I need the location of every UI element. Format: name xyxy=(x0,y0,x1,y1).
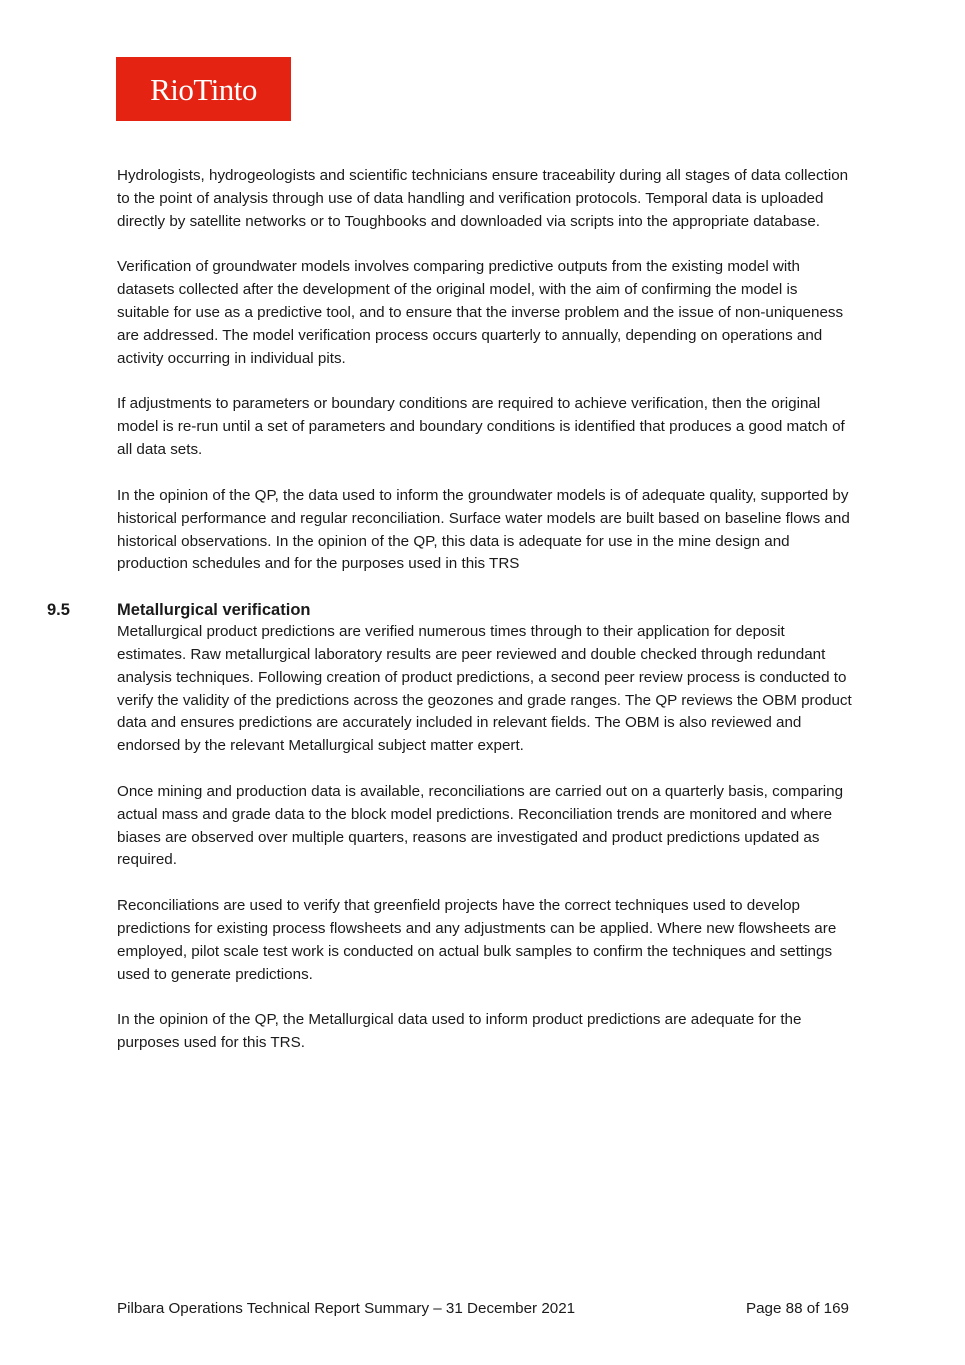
section-metallurgical-verification xyxy=(47,599,852,1055)
footer-document-title: Pilbara Operations Technical Report Summary – 31 December 2021 xyxy=(117,1300,576,1317)
section-title: Metallurgical verification xyxy=(117,601,311,620)
paragraph-greenfield-reconciliations: Reconciliations are used to verify that greenfield projects have the correct techniques used to develop predictions for existing process flowsheets and any adjustments can be applied. Where new flowsheets are employed, pilot scale test work is conducted on actual bulk samples to confirm the techniques and settings used to generate predictions. xyxy=(117,897,837,983)
paragraph-reconciliations-quarterly: Once mining and production data is available, reconciliations are carried out on a quarterly basis, comparing actual mass and grade data to the block model predictions. Reconciliation trends are monitored and where biases are observed over multiple quarters, reasons are investigated and product predictions updated as required. xyxy=(117,782,844,869)
footer-page-number: Page 88 of 169 xyxy=(745,1300,849,1317)
paragraph-data-traceability: Hydrologists, hydrogeologists and scientific technicians ensure traceability during all stages of data collection to the point of analysis through use of data handling and verification protocols. Temporal data is uploaded directly by satellite networks or to Toughbooks and downloaded via scripts into the appropriate database. xyxy=(117,167,849,230)
page-footer xyxy=(117,1299,849,1319)
paragraph-parameter-adjustments: If adjustments to parameters or boundary conditions are required to achieve verification, then the original model is re-run until a set of parameters and boundary conditions is identified that produces a good match of all data sets. xyxy=(117,395,845,459)
logo-text: RioTinto xyxy=(150,72,257,107)
section-number: 9.5 xyxy=(47,601,70,620)
paragraph-qp-opinion-groundwater: In the opinion of the QP, the data used to inform the groundwater models is of adequate quality, supported by historical performance and regular reconciliation. Surface water models are built based on baseline flows and historical observations. In the opinion of the QP, this data is adequate for use in the mine design and production schedules and for the purposes used in this TRS xyxy=(117,486,850,573)
page-body xyxy=(47,165,852,1078)
paragraph-qp-opinion-metallurgical: In the opinion of the QP, the Metallurgical data used to inform product predictions are adequate for the purposes used for this TRS. xyxy=(117,1011,802,1052)
rio-tinto-logo xyxy=(116,57,291,121)
paragraph-groundwater-model-verification: Verification of groundwater models involves comparing predictive outputs from the existing model with datasets collected after the development of the original model, with the aim of confirming the model is suitable for use as a predictive tool, and to ensure that the inverse problem and the issue of non-uniqueness are addressed. The model verification process occurs quarterly to annually, depending on operations and activity occurring in individual pits. xyxy=(117,258,844,367)
paragraph-metallurgical-predictions: Metallurgical product predictions are verified numerous times through to their application for deposit estimates. Raw metallurgical laboratory results are peer reviewed and double checked through redundant analysis techniques. Following creation of product predictions, a second peer review process is conducted to verify the validity of the predictions across the geozones and grade ranges. The QP reviews the OBM product data and ensures predictions are accurately included in relevant fields. The OBM is also reviewed and endorsed by the relevant Metallurgical subject matter expert. xyxy=(117,623,852,755)
